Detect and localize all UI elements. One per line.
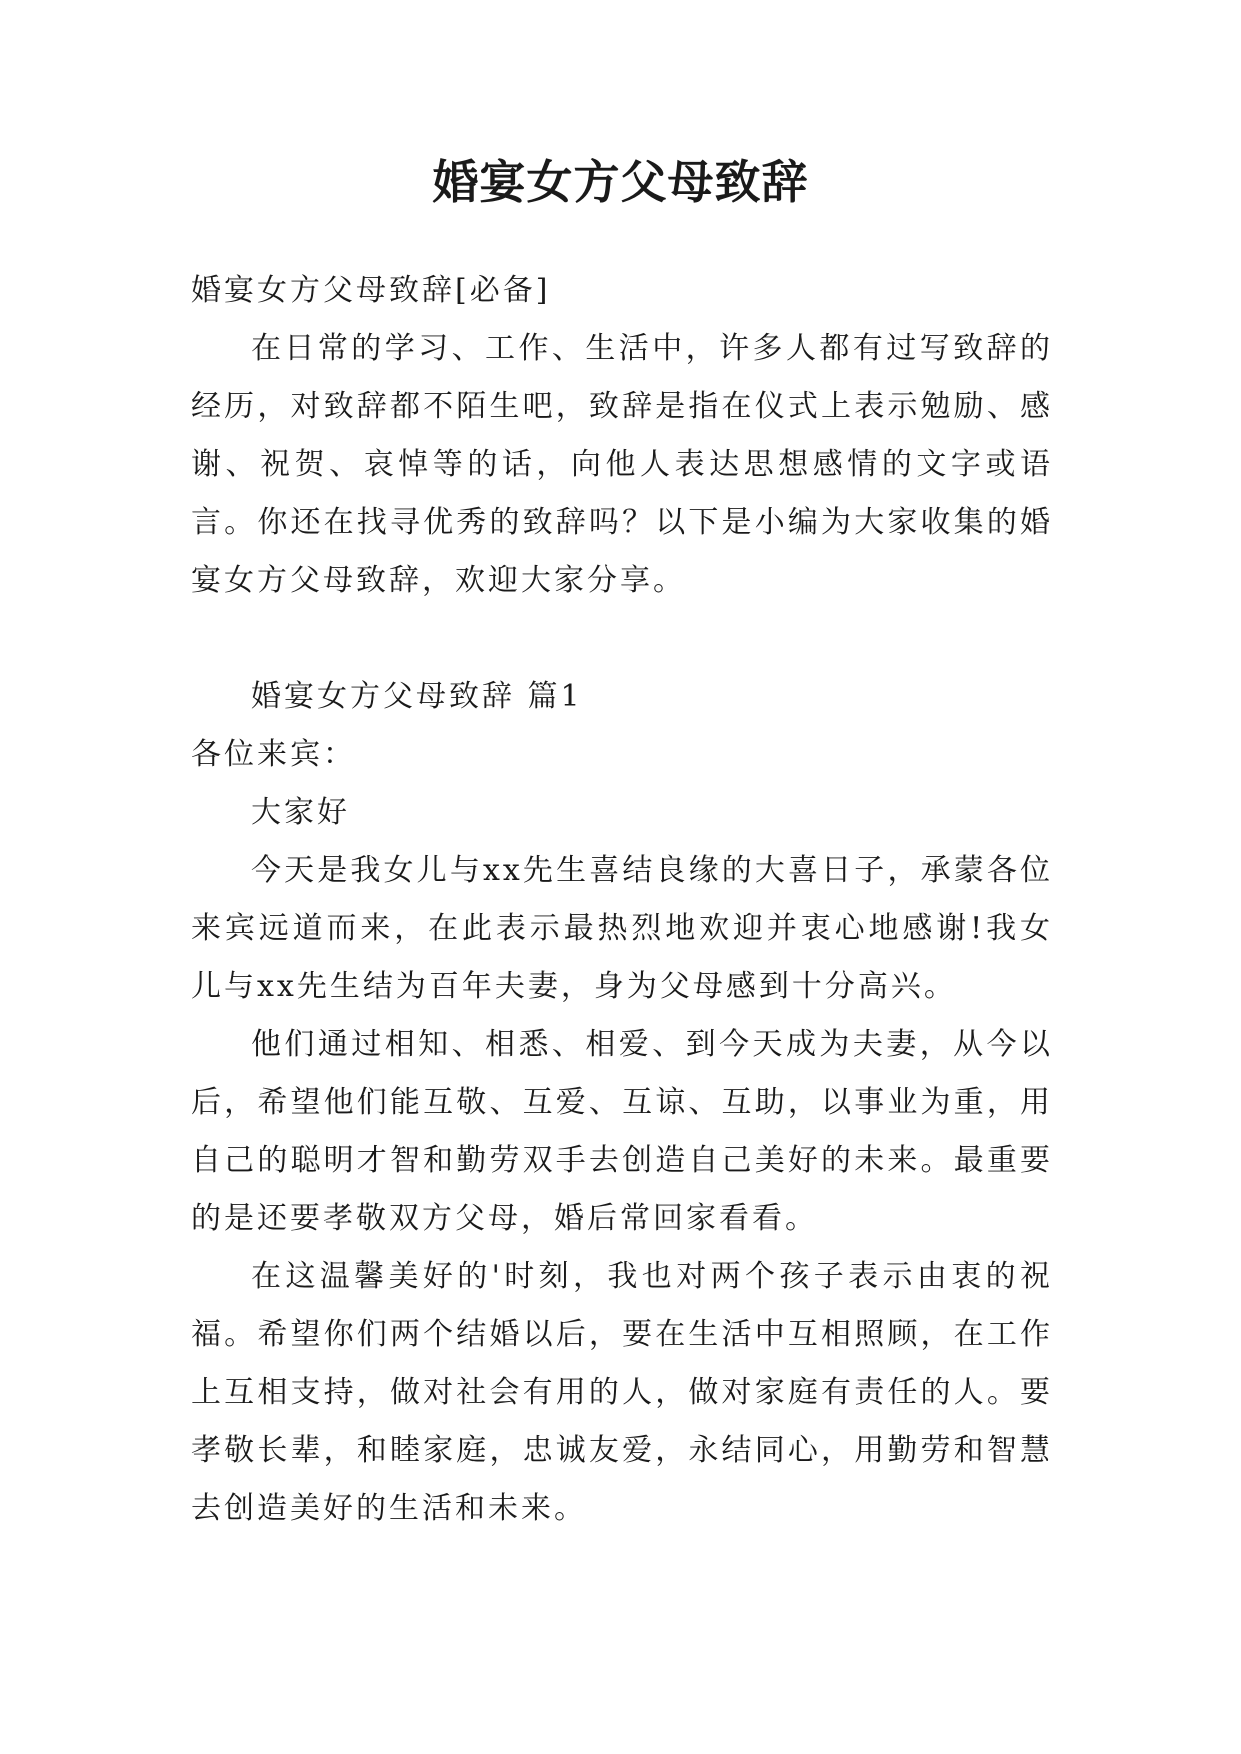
body-paragraph: 他们通过相知、相悉、相爱、到今天成为夫妻，从今以后，希望他们能互敬、互爱、互谅、互助，以事业为重，用自己的聪明才智和勤劳双手去创造自己美好的未来。最重要的是还要孝敬双方父母，婚后常回家看看。 xyxy=(191,1027,1053,1236)
section-spacer xyxy=(191,610,1053,668)
body-paragraph: 今天是我女儿与xx先生喜结良缘的大喜日子，承蒙各位来宾远道而来，在此表示最热烈地欢迎并衷心地感谢!我女儿与xx先生结为百年夫妻，身为父母感到十分高兴。 xyxy=(191,853,1053,1004)
document-title: 婚宴女方父母致辞 xyxy=(432,155,809,209)
body-paragraph: 在这温馨美好的'时刻，我也对两个孩子表示由衷的祝福。希望你们两个结婚以后，要在生活中互相照顾，在工作上互相支持，做对社会有用的人，做对家庭有责任的人。要孝敬长辈，和睦家庭，忠诚友爱，永结同心，用勤劳和智慧去创造美好的生活和未来。 xyxy=(191,1259,1053,1526)
greeting: 大家好 xyxy=(251,795,350,830)
intro-paragraph: 在日常的学习、工作、生活中，许多人都有过写致辞的经历，对致辞都不陌生吧，致辞是指在仪式上表示勉励、感谢、祝贺、哀悼等的话，向他人表达思想感情的文字或语言。你还在找寻优秀的致辞吗？以下是小编为大家收集的婚宴女方父母致辞，欢迎大家分享。 xyxy=(191,331,1053,598)
salutation: 各位来宾： xyxy=(191,737,356,772)
section-heading: 婚宴女方父母致辞 篇1 xyxy=(251,679,583,714)
document-subtitle: 婚宴女方父母致辞[必备] xyxy=(191,273,551,308)
document-body xyxy=(191,262,1053,1538)
